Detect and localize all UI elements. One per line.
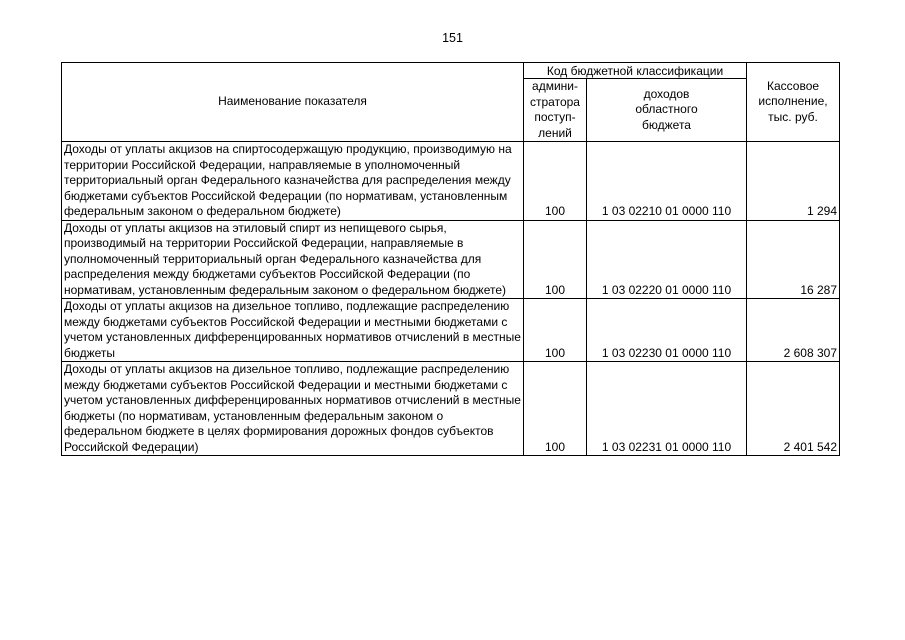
cash-execution-cell: 2 608 307 [747, 299, 840, 362]
revenue-code-cell: 1 03 02220 01 0000 110 [587, 220, 747, 299]
indicator-name-cell: Доходы от уплаты акцизов на дизельное топливо, подлежащие распределению между бюджетами субъектов Российской Федерации и местными бюджетами с учетом установленных дифференцированных нормативов отчислений в местные бюджеты [62, 299, 524, 362]
classification-code-header: Код бюджетной классификации [524, 63, 747, 79]
table-row [62, 142, 840, 221]
header-row-top [62, 63, 840, 79]
table-header [62, 63, 840, 142]
indicator-name-cell: Доходы от уплаты акцизов на этиловый спирт из непищевого сырья, производимый на территории Российской Федерации, направляемые в уполномоченный территориальный орган Федерального казначейства для распределения между бюджетами субъектов Российской Федерации (по нормативам, установленным федеральным законом о федеральном бюджете) [62, 220, 524, 299]
administrator-code-header: админи- стратора поступ- лений [524, 79, 587, 142]
cash-execution-cell: 1 294 [747, 142, 840, 221]
revenue-code-cell: 1 03 02230 01 0000 110 [587, 299, 747, 362]
table-row [62, 299, 840, 362]
indicator-name-header: Наименование показателя [62, 63, 524, 142]
revenue-code-header: доходов областного бюджета [587, 79, 747, 142]
indicator-name-cell: Доходы от уплаты акцизов на спиртосодержащую продукцию, производимую на территории Российской Федерации, направляемые в уполномоченный территориальный орган Федерального казначейства для распределения между бюджетами субъектов Российской Федерации (по нормативам, установленным федеральным законом о федеральном бюджете) [62, 142, 524, 221]
budget-table [61, 62, 840, 456]
table-row [62, 220, 840, 299]
revenue-code-cell: 1 03 02231 01 0000 110 [587, 362, 747, 456]
cash-execution-header: Кассовое исполнение, тыс. руб. [747, 63, 840, 142]
revenue-code-cell: 1 03 02210 01 0000 110 [587, 142, 747, 221]
administrator-code-cell: 100 [524, 220, 587, 299]
administrator-code-cell: 100 [524, 299, 587, 362]
page-number: 151 [442, 31, 463, 45]
indicator-name-cell: Доходы от уплаты акцизов на дизельное топливо, подлежащие распределению между бюджетами субъектов Российской Федерации и местными бюджетами с учетом установленных дифференцированных нормативов отчислений в местные бюджеты (по нормативам, установленным федеральным законом о федеральном бюджете в целях формирования дорожных фондов субъектов Российской Федерации) [62, 362, 524, 456]
administrator-code-cell: 100 [524, 362, 587, 456]
table-body [62, 142, 840, 456]
table-row [62, 362, 840, 456]
cash-execution-cell: 2 401 542 [747, 362, 840, 456]
cash-execution-cell: 16 287 [747, 220, 840, 299]
administrator-code-cell: 100 [524, 142, 587, 221]
